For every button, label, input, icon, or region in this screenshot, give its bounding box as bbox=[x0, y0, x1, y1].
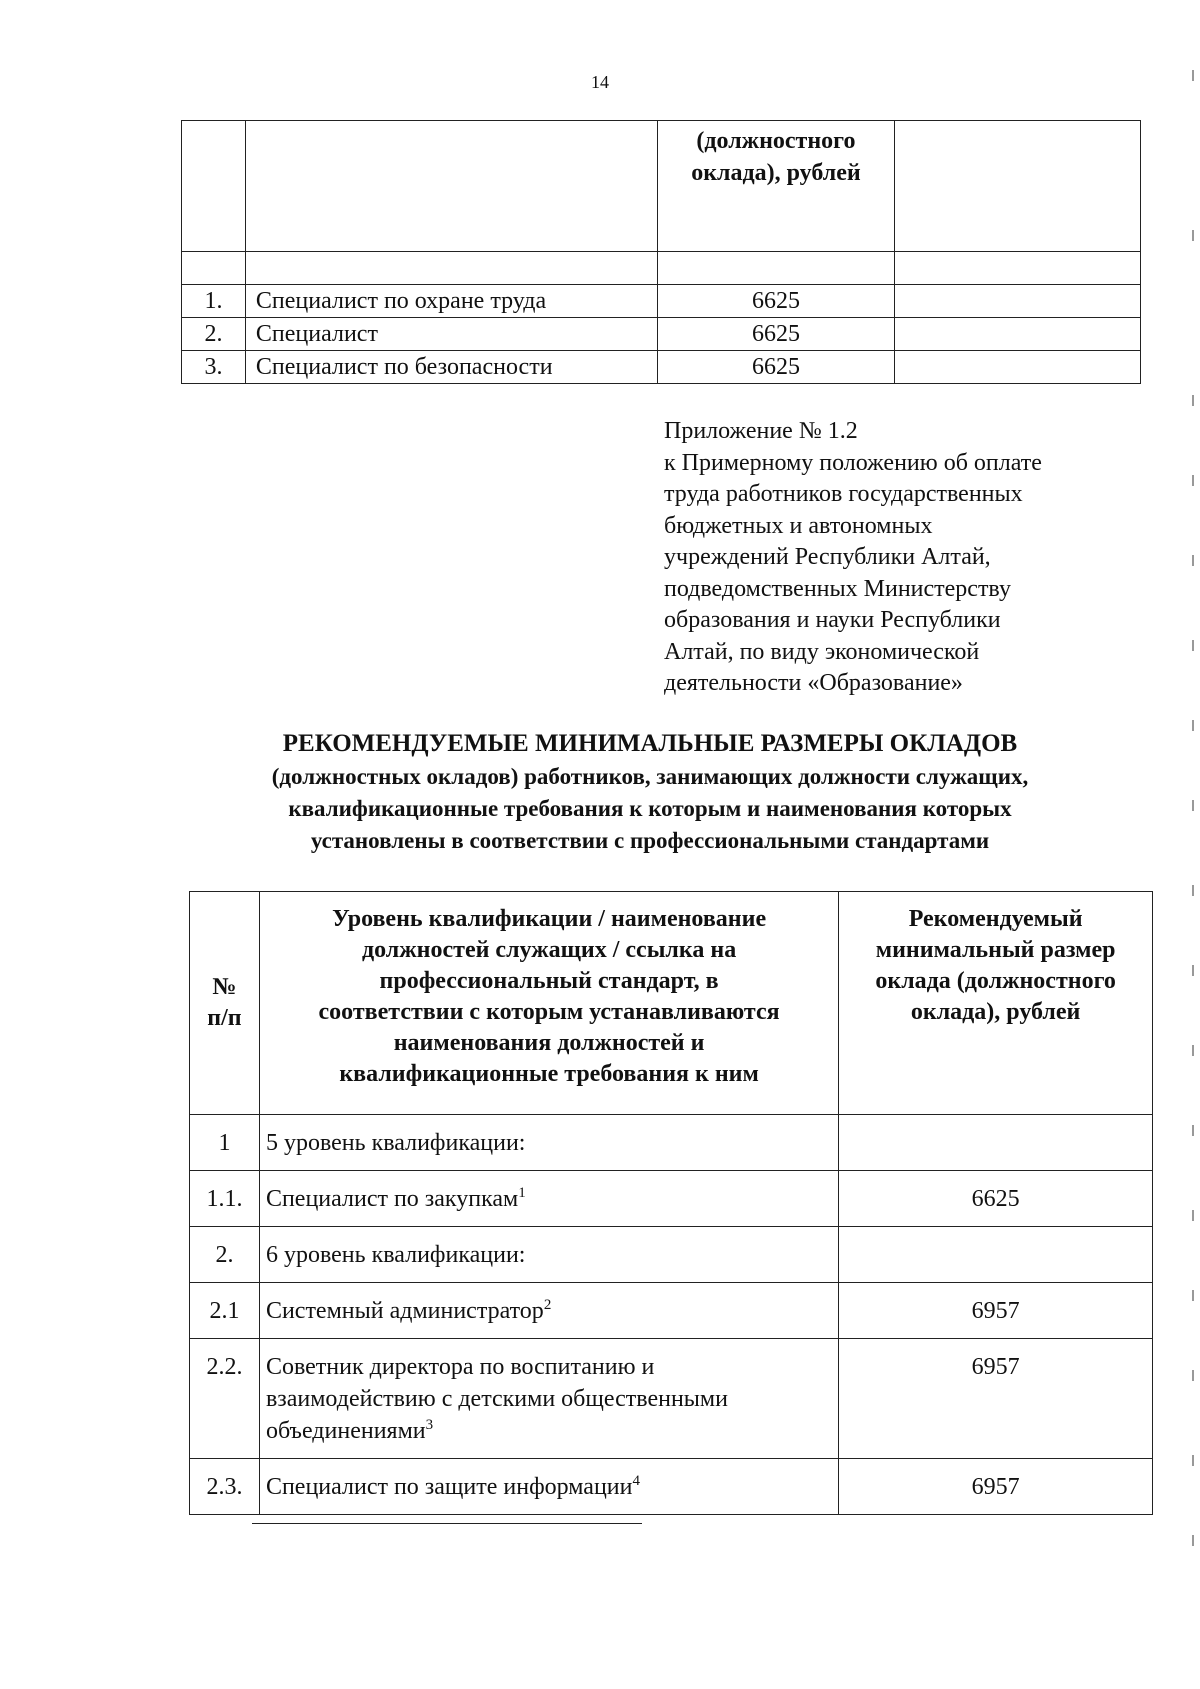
scan-edge-mark bbox=[1192, 475, 1194, 486]
row-number: 2.2. bbox=[190, 1339, 260, 1459]
scan-edge-mark bbox=[1192, 1045, 1194, 1056]
header-line: должностей служащих / ссылка на bbox=[361, 937, 737, 963]
row-salary: 6625 bbox=[657, 285, 895, 318]
row-position bbox=[259, 1339, 838, 1459]
row-salary bbox=[839, 1227, 1153, 1283]
row-position: Специалист по охране труда bbox=[245, 285, 657, 318]
table-row bbox=[182, 318, 1141, 351]
top-table-value-header bbox=[657, 121, 895, 252]
row-position-line-last bbox=[266, 1415, 838, 1447]
row-position: Специалист bbox=[245, 318, 657, 351]
document-title bbox=[140, 727, 1160, 857]
salary-table bbox=[189, 891, 1153, 1515]
row-position-text: объединениями bbox=[265, 1418, 426, 1444]
header-line: профессиональный стандарт, в bbox=[379, 968, 719, 994]
row-salary: 6957 bbox=[839, 1459, 1153, 1515]
row-position: 6 уровень квалификации: bbox=[259, 1227, 838, 1283]
appendix-line: образования и науки Республики bbox=[664, 607, 1001, 633]
appendix-line: труда работников государственных bbox=[664, 481, 1023, 507]
row-salary: 6625 bbox=[839, 1171, 1153, 1227]
row-salary: 6957 bbox=[839, 1283, 1153, 1339]
header-line: оклада), рублей bbox=[691, 160, 861, 186]
table-row bbox=[182, 285, 1141, 318]
row-position bbox=[259, 1459, 838, 1515]
row-position: 5 уровень квалификации: bbox=[259, 1115, 838, 1171]
top-table-header-row bbox=[182, 121, 1141, 252]
row-position-line: Советник директора по воспитанию и bbox=[265, 1354, 655, 1380]
title-line: (должностных окладов) работников, занимающих должности служащих, bbox=[271, 764, 1029, 789]
header-position-cell bbox=[259, 892, 838, 1115]
scan-edge-mark bbox=[1192, 720, 1194, 731]
footnote-ref: 3 bbox=[425, 1417, 434, 1433]
header-line: п/п bbox=[207, 1005, 242, 1031]
appendix-line: Алтай, по виду экономической bbox=[664, 638, 980, 665]
footnote-separator bbox=[252, 1523, 642, 1524]
title-line: квалификационные требования к которым и наименования которых bbox=[288, 796, 1012, 821]
scan-edge-mark bbox=[1192, 965, 1194, 976]
footnote-ref: 2 bbox=[543, 1297, 552, 1313]
row-salary: 6625 bbox=[657, 351, 895, 384]
table-row bbox=[190, 1339, 1153, 1459]
footnote-ref: 1 bbox=[518, 1185, 526, 1201]
row-salary: 6625 bbox=[657, 318, 895, 351]
appendix-line: к Примерному положению об оплате bbox=[664, 449, 1042, 476]
header-number-cell bbox=[190, 892, 260, 1115]
header-line: соответствии с которым устанавливаются bbox=[318, 999, 780, 1025]
row-position bbox=[259, 1171, 838, 1227]
row-number: 2. bbox=[190, 1227, 260, 1283]
table-row bbox=[190, 1171, 1153, 1227]
row-number: 2. bbox=[182, 318, 246, 351]
top-continuation-table bbox=[181, 120, 1141, 384]
salary-table-header bbox=[190, 892, 1153, 1115]
scan-edge-mark bbox=[1192, 800, 1194, 811]
row-salary: 6957 bbox=[839, 1339, 1153, 1459]
scan-edge-mark bbox=[1192, 640, 1194, 651]
row-number: 3. bbox=[182, 351, 246, 384]
scan-edge-mark bbox=[1192, 1370, 1194, 1381]
scan-edge-mark bbox=[1192, 1535, 1194, 1546]
row-salary bbox=[839, 1115, 1153, 1171]
row-position: Специалист по безопасности bbox=[245, 351, 657, 384]
header-line: минимальный размер bbox=[875, 937, 1116, 963]
scan-edge-mark bbox=[1192, 885, 1194, 896]
row-number: 1 bbox=[190, 1115, 260, 1171]
header-line: наименования должностей и bbox=[393, 1030, 705, 1056]
scan-edge-mark bbox=[1192, 1290, 1194, 1301]
scan-edge-mark bbox=[1192, 555, 1194, 566]
appendix-line: подведомственных Министерству bbox=[664, 575, 1011, 602]
scan-edge-mark bbox=[1192, 1455, 1194, 1466]
appendix-line: деятельности «Образование» bbox=[664, 670, 963, 696]
appendix-caption bbox=[664, 416, 1134, 700]
header-line: № bbox=[212, 974, 237, 1000]
row-number: 1.1. bbox=[190, 1171, 260, 1227]
table-row bbox=[190, 1227, 1153, 1283]
row-position bbox=[259, 1283, 838, 1339]
header-line: квалификационные требования к ним bbox=[339, 1061, 759, 1087]
scan-edge-mark bbox=[1192, 395, 1194, 406]
table-row bbox=[190, 1115, 1153, 1171]
header-line: Рекомендуемый bbox=[908, 906, 1083, 932]
row-position-text: Специалист по закупкам bbox=[265, 1186, 519, 1212]
row-number: 2.1 bbox=[190, 1283, 260, 1339]
header-line: Уровень квалификации / наименование bbox=[332, 906, 767, 932]
table-row bbox=[182, 351, 1141, 384]
row-position-line: взаимодействию с детскими общественными bbox=[265, 1386, 728, 1412]
header-line: оклада), рублей bbox=[910, 999, 1081, 1025]
scan-edge-mark bbox=[1192, 1125, 1194, 1136]
appendix-line: Приложение № 1.2 bbox=[664, 418, 858, 444]
row-number: 1. bbox=[182, 285, 246, 318]
page-number: 14 bbox=[591, 72, 609, 92]
scan-edge-mark bbox=[1192, 230, 1194, 241]
row-position-text: Специалист по защите информации bbox=[265, 1474, 633, 1500]
appendix-line: бюджетных и автономных bbox=[664, 512, 933, 539]
table-row bbox=[190, 1459, 1153, 1515]
title-line: РЕКОМЕНДУЕМЫЕ МИНИМАЛЬНЫЕ РАЗМЕРЫ ОКЛАДОВ bbox=[282, 730, 1018, 757]
footnote-ref: 4 bbox=[632, 1473, 640, 1489]
row-number: 2.3. bbox=[190, 1459, 260, 1515]
table-row bbox=[190, 1283, 1153, 1339]
scan-edge-mark bbox=[1192, 70, 1194, 81]
scan-edge-mark bbox=[1192, 1210, 1194, 1221]
appendix-line: учреждений Республики Алтай, bbox=[664, 544, 991, 570]
header-line: (должностного bbox=[696, 128, 856, 154]
row-position-text: Системный администратор bbox=[265, 1298, 544, 1324]
header-line: оклада (должностного bbox=[875, 968, 1116, 994]
title-line: установлены в соответствии с профессиональными стандартами bbox=[310, 828, 990, 853]
header-salary-cell bbox=[839, 892, 1153, 1115]
